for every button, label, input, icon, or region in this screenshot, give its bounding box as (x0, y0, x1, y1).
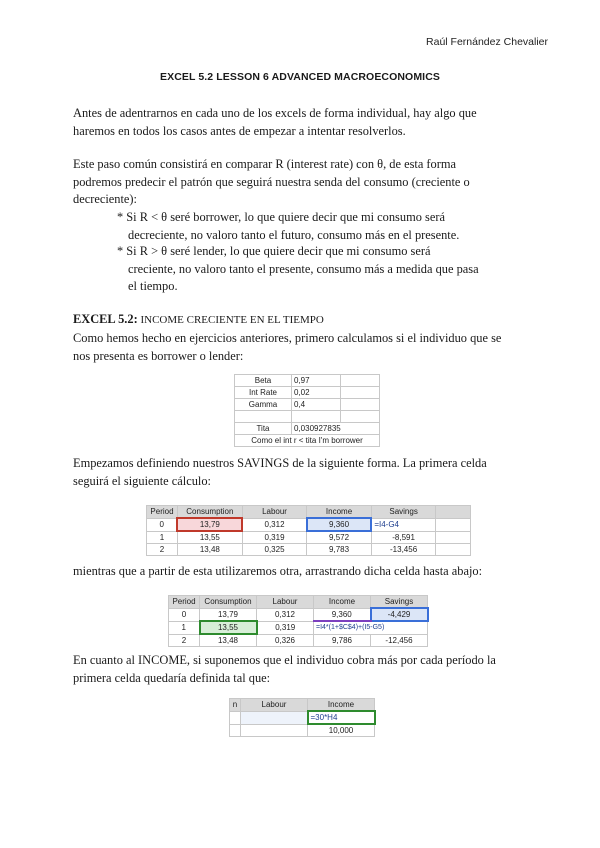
param-row: Beta 0,97 (235, 375, 380, 387)
parameters-table (234, 374, 380, 447)
param-row: Gamma 0,4 (235, 399, 380, 411)
table-row: 1 13,55 0,319 =I4*(1+$C$4)+(I5-G5) (169, 621, 428, 634)
savings-drag-table: Period Consumption Labour Income Savings 0 13,79 0,312 9,360 -4,429 1 13,55 0,319 =I4*(1+$C$4)+(I5-G5) 2 13,48 0,326 9,786 -12,456 (168, 595, 448, 640)
table-row: 1 13,55 0,319 9,572 -8,591 (147, 531, 471, 544)
document-title: EXCEL 5.2 LESSON 6 ADVANCED MACROECONOMICS (160, 71, 440, 83)
table-row: 0 13,79 0,312 9,360 =I4-G4 (147, 518, 471, 531)
author-name: Raúl Fernández Chevalier (426, 36, 548, 48)
section-heading: EXCEL 5.2: INCOME CRECIENTE EN EL TIEMPO (73, 312, 324, 326)
table-row: 2 13,48 0,326 9,786 -12,456 (169, 634, 428, 647)
bullet-borrower: * Si R < θ seré borrower, lo que quiere decir que mi consumo será decreciente, no valoro tanto el futuro, consumo más en el presente. (117, 210, 460, 242)
table-row: 0 13,79 0,312 9,360 -4,429 (169, 608, 428, 621)
tita-note-row: Como el int r < tita I'm borrower (235, 435, 380, 447)
savings-paragraph: Empezamos definiendo nuestros SAVINGS de la siguiente forma. La primera celda seguirá el siguiente cálculo: (73, 456, 487, 488)
param-row: Int Rate 0,02 (235, 387, 380, 399)
income-formula-table: n Labour Income =30*H4 10,000 (229, 698, 376, 737)
comparison-paragraph: Este paso común consistirá en comparar R (interest rate) con θ, de esta forma podremos predecir el patrón que seguirá nuestra senda del consumo (creciente o decreciente): (73, 157, 470, 206)
table-row: 2 13,48 0,325 9,783 -13,456 (147, 544, 471, 556)
tita-row: Tita 0,030927835 (235, 423, 380, 435)
drag-paragraph: mientras que a partir de esta utilizaremos otra, arrastrando dicha celda hasta abajo: (73, 564, 483, 578)
borrower-lender-paragraph: Como hemos hecho en ejercicios anteriores, primero calculamos si el individuo que se nos presenta es borrower o lender: (73, 331, 502, 363)
savings-first-cell-table: Period Consumption Labour Income Savings 0 13,79 0,312 9,360 =I4-G4 1 13,55 0,319 9,572 -8,591 2 13,48 0,325 9,783 -13,456 (146, 505, 471, 553)
intro-paragraph: Antes de adentrarnos en cada uno de los excels de forma individual, hay algo que haremos en todos los casos antes de empezar a intentar resolverlos. (73, 106, 477, 138)
table-row: 10,000 (230, 724, 375, 737)
table-row: =30*H4 (230, 711, 375, 724)
bullet-lender: * Si R > θ seré lender, lo que quiere decir que mi consumo será creciente, no valoro tanto el presente, consumo más a medida que pasa el tiempo. (117, 244, 479, 293)
income-paragraph: En cuanto al INCOME, si suponemos que el individuo cobra más por cada período la primera celda quedaría definida tal que: (73, 653, 496, 685)
